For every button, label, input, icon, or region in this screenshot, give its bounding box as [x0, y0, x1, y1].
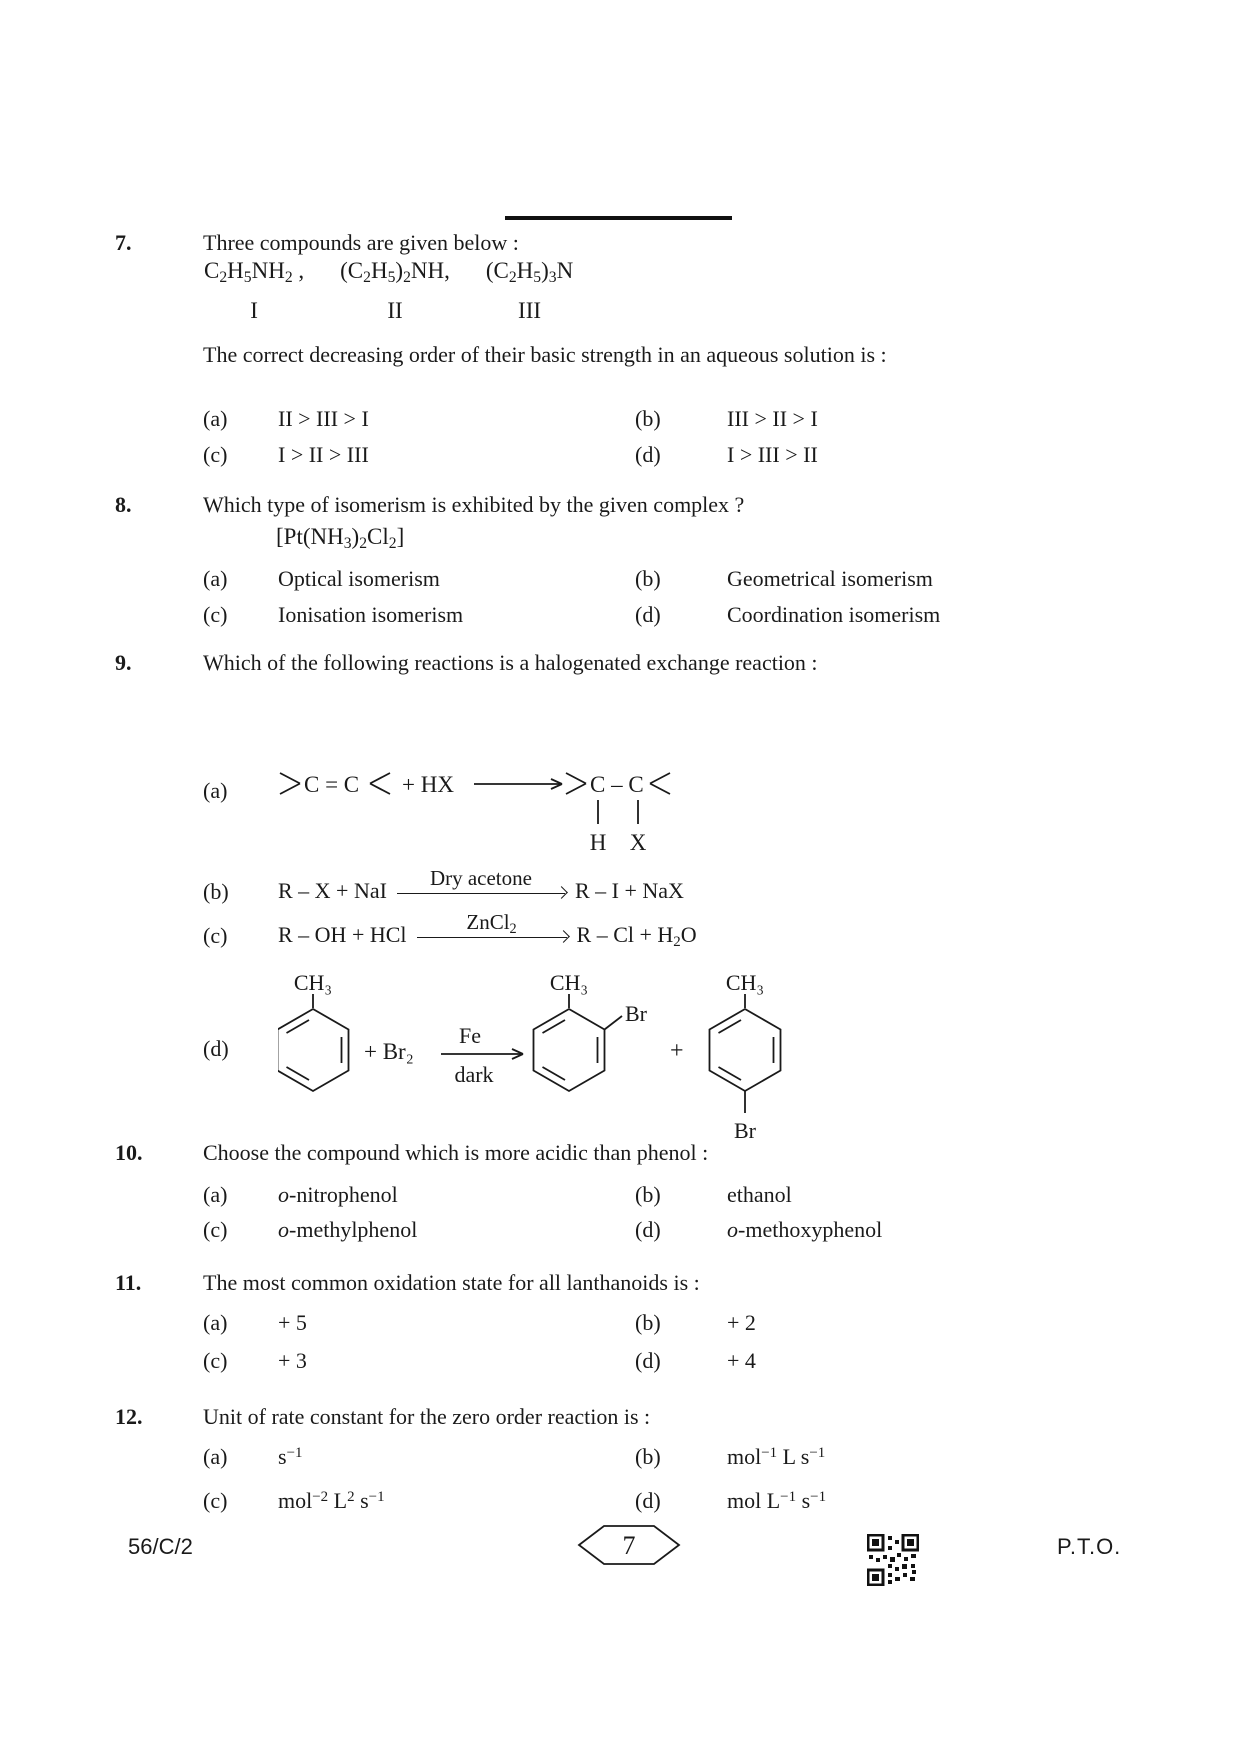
compound-1-formula: $C_2H_5NH_2$ ,: [204, 258, 305, 287]
arrow-shaft: [417, 937, 567, 938]
compound-2-numeral: II: [387, 298, 403, 323]
reaction-a-structure: [278, 760, 674, 860]
question-9-number: 9.: [115, 650, 132, 675]
x-label: X: [629, 830, 647, 855]
option-b-label: (b): [635, 1444, 661, 1469]
page-number: 7: [622, 1531, 636, 1560]
br-bond-ortho: [605, 1016, 623, 1030]
question-9-option-c: [203, 910, 697, 949]
reaction-arrow-b: [397, 866, 565, 901]
bond-angle-left-icon: [566, 773, 586, 794]
option-a-text: + 5: [278, 1310, 307, 1335]
benzene-ring-para-product: [710, 1009, 781, 1091]
compound-2-formula: $(C_2H_5)_2NH$,: [340, 258, 450, 287]
question-10-options-row-1: [203, 1180, 1163, 1210]
question-7-compound-list: [204, 258, 573, 324]
option-c-label: (c): [203, 1217, 228, 1242]
condition-c: ZnCl$_2$: [466, 910, 517, 937]
condition-b: Dry acetone: [429, 866, 532, 890]
option-c-text: o-methylphenol: [278, 1217, 418, 1242]
plus-br2-label: + Br₂: [364, 1039, 414, 1064]
pto-label: P.T.O.: [1057, 1534, 1122, 1559]
question-7-text: Three compounds are given below :: [203, 230, 519, 255]
question-11-options-row-1: [203, 1308, 1163, 1338]
question-9-option-a-label: (a): [203, 778, 228, 803]
reaction-arrow-c: [417, 910, 567, 945]
compound-3-formula: $(C_2H_5)_3N$: [485, 258, 574, 287]
compound-3: [486, 258, 573, 324]
option-d-label: (d): [635, 1348, 661, 1373]
option-a-label: (a): [203, 1310, 228, 1335]
reaction-d-structure: [278, 958, 838, 1153]
reactants-b: R – X + NaI: [278, 878, 387, 903]
option-d-label: (d): [635, 442, 661, 467]
compound-2: [340, 258, 450, 324]
option-c-label: (c): [203, 602, 228, 627]
option-c-text: I > II > III: [278, 442, 369, 467]
page-number-badge: [577, 1524, 681, 1566]
option-a-text: Optical isomerism: [278, 566, 440, 591]
question-7-options-row-2: [203, 440, 1163, 470]
option-d-text: o-methoxyphenol: [727, 1217, 883, 1242]
catalyst-fe-label: Fe: [459, 1023, 481, 1048]
compound-3-numeral: III: [518, 298, 542, 323]
compound-1: [204, 258, 304, 324]
option-d-text: Coordination isomerism: [727, 602, 941, 627]
alkene-text: C = C: [304, 772, 360, 797]
question-8-options-row-1: [203, 564, 1163, 594]
question-11-number: 11.: [115, 1270, 142, 1295]
question-8-text: Which type of isomerism is exhibited by the given complex ?: [203, 492, 745, 517]
option-d-label: (d): [635, 602, 661, 627]
option-b-label: (b): [635, 566, 661, 591]
option-b-text: III > II > I: [727, 406, 818, 431]
question-9-option-b: [203, 866, 684, 905]
option-b-text: + 2: [727, 1310, 756, 1335]
question-7-options-row-1: [203, 404, 1163, 434]
ch3-label-reactant: CH₃: [293, 970, 333, 995]
option-c-text: + 3: [278, 1348, 307, 1373]
option-a-text: o-nitrophenol: [278, 1182, 398, 1207]
question-9-text: Which of the following reactions is a halogenated exchange reaction :: [203, 650, 818, 675]
ch3-label-para: CH₃: [725, 970, 765, 995]
option-b-label: (b): [635, 1182, 661, 1207]
option-c-text: mol$^{-2}$ $L^2$ $s^{-1}$: [278, 1488, 385, 1513]
question-12-text: Unit of rate constant for the zero order reaction is :: [203, 1404, 651, 1429]
question-10-text: Choose the compound which is more acidic than phenol :: [203, 1140, 709, 1165]
question-10-options-row-2: [203, 1215, 1163, 1245]
option-c-text: Ionisation isomerism: [278, 602, 464, 627]
option-b-text: ethanol: [727, 1182, 792, 1207]
option-d-text: I > III > II: [727, 442, 818, 467]
arrow-shaft: [397, 893, 565, 894]
reactants-c: R – OH + HCl: [278, 922, 407, 947]
option-c-label: (c): [203, 442, 228, 467]
products-c: $R - Cl + H_2O$: [576, 922, 697, 951]
option-c-label: (c): [203, 1348, 228, 1373]
option-d-text: mol $L^{-1}$ $s^{-1}$: [727, 1488, 827, 1513]
paper-code: 56/C/2: [128, 1534, 193, 1559]
h-label: H: [589, 830, 607, 855]
question-9-option-d-label: (d): [203, 1036, 229, 1061]
option-b-label: (b): [635, 406, 661, 431]
question-12-options-row-1: [203, 1442, 1163, 1472]
option-a-label: (a): [203, 1182, 228, 1207]
option-d-label: (d): [635, 1488, 661, 1513]
question-11-options-row-2: [203, 1346, 1163, 1376]
question-9-option-b-label: (b): [203, 879, 229, 904]
qr-code: [867, 1534, 919, 1586]
ch3-label-ortho: CH₃: [549, 970, 589, 995]
products-b: R – I + NaX: [574, 878, 684, 903]
question-8-number: 8.: [115, 492, 132, 517]
question-12-number: 12.: [115, 1404, 143, 1429]
alkane-text: C – C: [590, 772, 644, 797]
option-a-text: $s^{-1}$: [278, 1444, 303, 1469]
option-b-label: (b): [635, 1310, 661, 1335]
condition-dark-label: dark: [454, 1062, 494, 1087]
br-label-ortho: Br: [625, 1001, 647, 1026]
option-b-text: Geometrical isomerism: [727, 566, 933, 591]
option-b-text: mol$^{-1}$ L $s^{-1}$: [727, 1444, 826, 1469]
br-label-para: Br: [734, 1118, 756, 1143]
question-11-text: The most common oxidation state for all lanthanoids is :: [203, 1270, 700, 1295]
question-8-complex-formula: $[Pt(NH_3)_2Cl_2]$: [276, 524, 405, 553]
bond-angle-left-icon: [280, 773, 300, 794]
option-d-text: + 4: [727, 1348, 756, 1373]
question-8-options-row-2: [203, 600, 1163, 630]
option-a-label: (a): [203, 566, 228, 591]
option-c-label: (c): [203, 1488, 228, 1513]
section-divider-rule: [505, 216, 732, 220]
option-a-text: II > III > I: [278, 406, 369, 431]
benzene-ring-ortho-product: [534, 1009, 605, 1091]
compound-1-numeral: I: [250, 298, 258, 323]
question-7-number: 7.: [115, 230, 132, 255]
option-a-label: (a): [203, 406, 228, 431]
question-9-option-c-label: (c): [203, 923, 228, 948]
question-10-number: 10.: [115, 1140, 143, 1165]
bond-angle-right-icon: [370, 773, 390, 794]
question-7-prompt: The correct decreasing order of their basic strength in an aqueous solution is :: [203, 342, 887, 367]
benzene-ring-toluene: [278, 1009, 349, 1091]
bond-angle-right-icon: [650, 773, 670, 794]
option-d-label: (d): [635, 1217, 661, 1242]
option-a-label: (a): [203, 1444, 228, 1469]
plus-hx-text: + HX: [402, 772, 454, 797]
question-12-options-row-2: [203, 1486, 1163, 1516]
plus-sign: +: [670, 1038, 684, 1064]
